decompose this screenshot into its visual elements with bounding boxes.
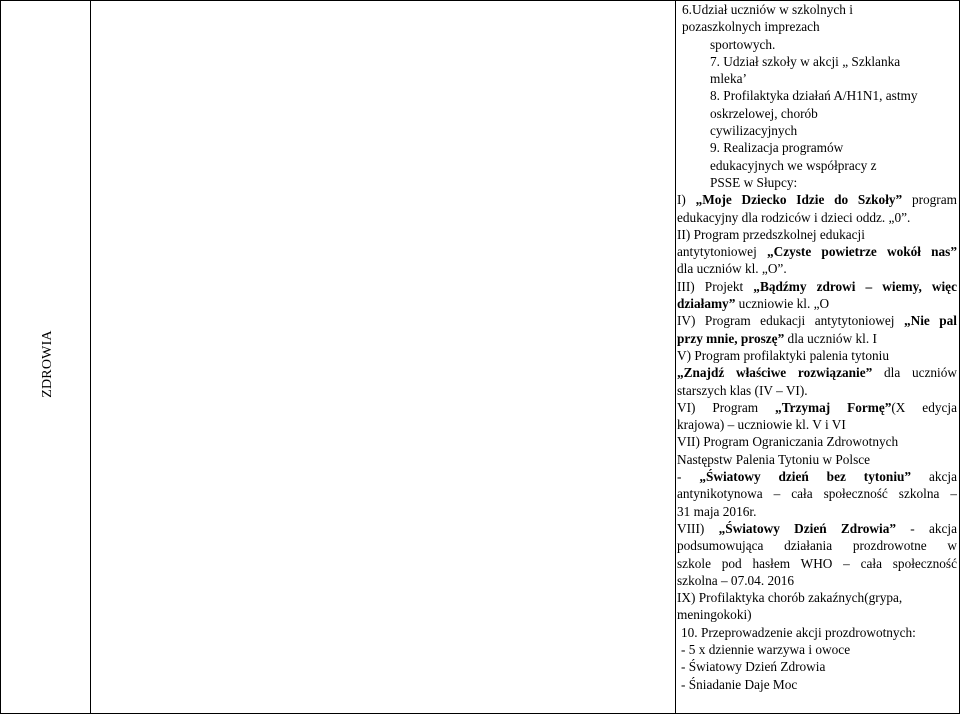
- bold-title-segment: „Moje Dziecko Idzie do Szkoły”: [695, 192, 903, 208]
- text-line: [677, 589, 957, 606]
- text-segment: szkolna – 07.04. 2016: [677, 572, 795, 588]
- text-segment: IX) Profilaktyka chorób zakaźnych(grypa,: [677, 590, 903, 606]
- text-line: [710, 122, 956, 139]
- text-segment: (X edycja: [891, 399, 957, 415]
- row-label: ZDROWIA: [40, 330, 55, 398]
- bold-title-segment: działamy”: [677, 296, 736, 312]
- text-segment: II) Program przedszkolnej edukacji: [677, 226, 865, 242]
- bold-title-segment: „Bądźmy zdrowi – wiemy, więc: [753, 278, 957, 294]
- text-line: [677, 330, 957, 347]
- text-segment: 10. Przeprowadzenie akcji prozdrowotnych:: [681, 624, 916, 640]
- text-segment: 8. Profilaktyka działań A/H1N1, astmy: [710, 88, 918, 104]
- text-line: [677, 606, 957, 623]
- bold-title-segment: „Nie pal: [903, 313, 957, 329]
- text-line: [682, 1, 956, 18]
- actions-section: [676, 624, 959, 693]
- numbered-list-section: [676, 36, 959, 192]
- text-line: [681, 624, 956, 641]
- text-segment: dla uczniów: [872, 365, 957, 381]
- empty-cell: [91, 0, 675, 714]
- text-line: [677, 555, 957, 572]
- text-segment: 6.Udział uczniów w szkolnych i: [682, 2, 853, 17]
- text-segment: antytytoniowej: [677, 244, 767, 260]
- text-segment: dla uczniów kl. „O”.: [677, 261, 787, 277]
- text-segment: VI) Program: [677, 399, 776, 415]
- text-segment: sportowych.: [710, 36, 776, 52]
- bold-title-segment: „Światowy dzień bez tytoniu”: [699, 469, 912, 485]
- text-line: [677, 468, 957, 485]
- category-cell: [0, 0, 91, 714]
- text-line: [710, 174, 956, 191]
- text-segment: PSSE w Słupcy:: [710, 174, 798, 190]
- text-line: [710, 105, 956, 122]
- text-line: [677, 451, 957, 468]
- text-segment: - 5 x dziennie warzywa i owoce: [681, 641, 851, 657]
- text-line: [677, 226, 957, 243]
- text-segment: - Śniadanie Daje Moc: [681, 676, 798, 692]
- text-line: [677, 382, 957, 399]
- bold-title-segment: „Trzymaj Formę”: [775, 399, 892, 415]
- text-segment: - Światowy Dzień Zdrowia: [681, 659, 826, 675]
- text-segment: Następstw Palenia Tytoniu w Polsce: [677, 451, 871, 467]
- text-segment: starszych klas (IV – VI).: [677, 382, 808, 398]
- text-segment: cywilizacyjnych: [710, 123, 798, 139]
- text-line: [681, 676, 956, 693]
- text-line: [677, 503, 957, 520]
- text-line: [677, 364, 957, 381]
- text-segment: krajowa) – uczniowie kl. V i VI: [677, 417, 846, 433]
- text-segment: antynikotynowa – cała społeczność szkolna –: [677, 486, 957, 502]
- text-line: [677, 572, 957, 589]
- text-segment: program: [902, 192, 957, 208]
- text-line: [677, 243, 957, 260]
- text-segment: VIII): [677, 520, 719, 536]
- text-line: [677, 278, 957, 295]
- text-line: [710, 53, 956, 70]
- bold-title-segment: „Światowy Dzień Zdrowia”: [718, 520, 897, 536]
- text-segment: mleka’: [710, 71, 747, 87]
- text-segment: I): [677, 192, 696, 208]
- text-line: [677, 433, 957, 450]
- bold-title-segment: „Znajdź właściwe rozwiązanie”: [677, 365, 873, 381]
- text-line: [710, 36, 956, 53]
- text-line: [677, 347, 957, 364]
- text-line: [677, 485, 957, 502]
- text-segment: edukacyjny dla rodziców i dzieci oddz. „0”.: [677, 209, 911, 225]
- text-segment: 7. Udział szkoły w akcji „ Szklanka: [710, 53, 901, 69]
- text-line: [677, 191, 957, 208]
- text-line: [677, 260, 957, 277]
- text-line: [681, 641, 956, 658]
- text-segment: meningokoki): [677, 607, 752, 623]
- intro-section: [676, 1, 959, 36]
- bold-title-segment: „Czyste powietrze wokół nas”: [766, 244, 957, 260]
- text-line: [677, 416, 957, 433]
- text-segment: 9. Realizacja programów: [710, 140, 844, 156]
- text-segment: 31 maja 2016r.: [677, 503, 757, 519]
- text-segment: V) Program profilaktyki palenia tytoniu: [677, 347, 889, 363]
- text-segment: podsumowująca działania prozdrowotne w: [677, 538, 957, 554]
- text-line: [677, 295, 957, 312]
- text-line: [677, 520, 957, 537]
- text-line: [710, 139, 956, 156]
- text-segment: III) Projekt: [677, 278, 754, 294]
- text-line: [710, 87, 956, 104]
- programs-section: [676, 191, 959, 623]
- text-segment: - akcja: [896, 520, 957, 536]
- text-segment: VII) Program Ograniczania Zdrowotnych: [677, 434, 899, 450]
- text-line: [710, 157, 956, 174]
- bold-title-segment: przy mnie, proszę”: [677, 330, 785, 346]
- text-segment: pozaszkolnych imprezach: [682, 19, 820, 35]
- text-segment: edukacyjnych we współpracy z: [710, 157, 877, 173]
- text-line: [677, 399, 957, 416]
- text-line: [682, 18, 956, 35]
- text-segment: IV) Program edukacji antytytoniowej: [677, 313, 904, 329]
- activities-cell: [675, 0, 960, 714]
- text-line: [677, 312, 957, 329]
- text-segment: -: [677, 469, 700, 485]
- text-line: [710, 70, 956, 87]
- text-segment: oskrzelowej, chorób: [710, 105, 818, 121]
- text-line: [681, 658, 956, 675]
- text-segment: akcja: [911, 469, 957, 485]
- text-segment: dla uczniów kl. I: [784, 330, 877, 346]
- text-segment: uczniowie kl. „O: [735, 296, 830, 312]
- text-line: [677, 209, 957, 226]
- text-line: [677, 537, 957, 554]
- text-segment: szkole pod hasłem WHO – cała społeczność: [677, 555, 957, 571]
